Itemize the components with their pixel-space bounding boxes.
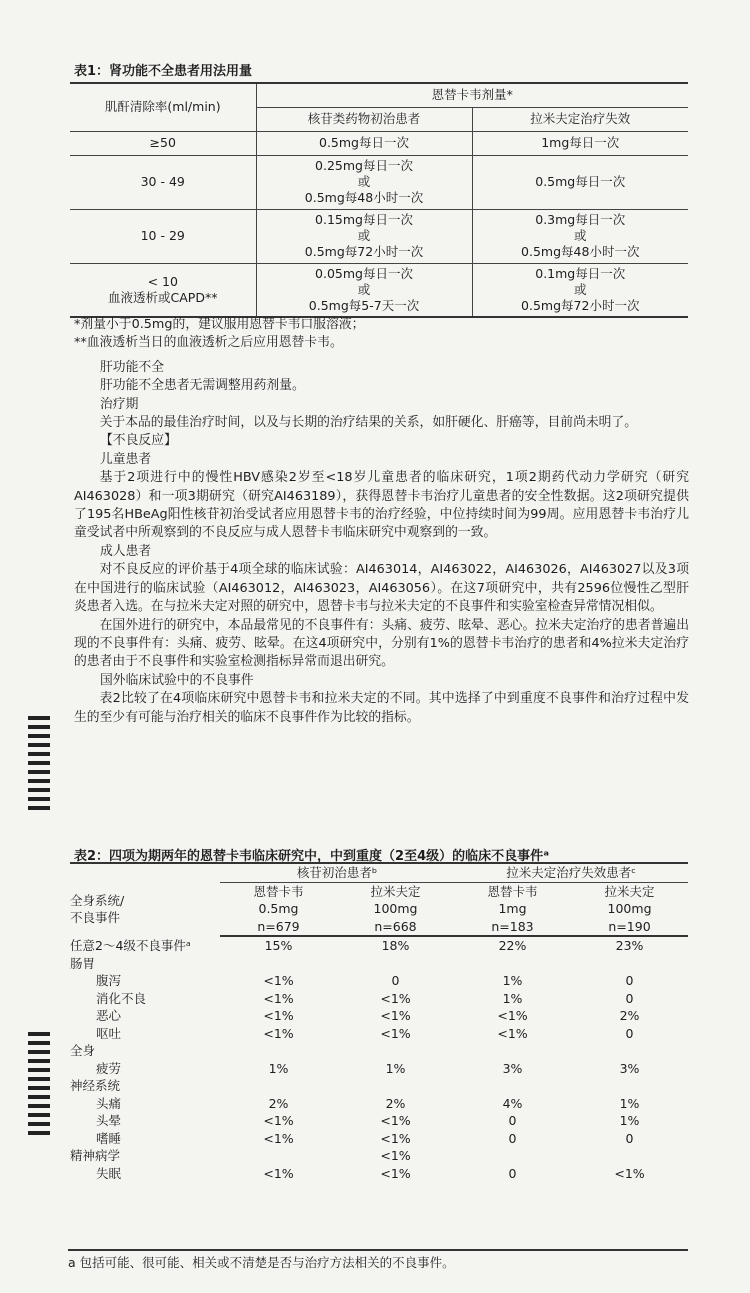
lam-cell: 0.5mg每日一次 xyxy=(472,155,688,209)
event-value xyxy=(337,1077,454,1095)
event-value: <1% xyxy=(380,1165,411,1181)
event-value: <1% xyxy=(263,1130,294,1146)
table-row xyxy=(70,1042,688,1060)
row-header: 全身系统/ 不良事件 xyxy=(70,892,125,925)
event-value: <1% xyxy=(380,1113,411,1128)
foreign-heading: 国外临床试验中的不良事件 xyxy=(100,672,254,688)
event-value: 0 xyxy=(625,990,634,1006)
event-value xyxy=(454,1077,571,1095)
event-value: 1% xyxy=(619,1113,640,1128)
table1-title: 表1：肾功能不全患者用法用量 xyxy=(74,64,253,79)
lam-cell: 1mg每日一次 xyxy=(472,131,688,155)
event-label: 精神病学 xyxy=(70,1148,121,1163)
foreign-text: 表2比较了在4项临床研究中恩替卡韦和拉米夫定的不同。其中选择了中到重度不良事件和治疗过程中发生的至少有可能与治疗相关的临床不良事件作为比较的指标。 xyxy=(74,691,689,725)
naive-cell: 0.25mg每日一次 或 0.5mg每48小时一次 xyxy=(256,155,472,209)
table-row xyxy=(70,1060,688,1078)
event-value: 4% xyxy=(502,1095,523,1111)
event-value: 23% xyxy=(615,938,644,953)
event-value: 2% xyxy=(385,1095,406,1111)
event-value: 0 xyxy=(391,973,400,988)
clcr-cell: 30 - 49 xyxy=(70,155,256,209)
event-value: 1% xyxy=(385,1060,406,1076)
group-lam: 拉米夫定治疗失效患者ᶜ xyxy=(454,863,688,882)
lam-cell: 0.1mg每日一次 或 0.5mg每72小时一次 xyxy=(472,263,688,317)
naive-header: 核苷类药物初治患者 xyxy=(256,107,472,131)
event-value: 1% xyxy=(502,973,523,988)
event-value: 15% xyxy=(264,938,293,953)
event-value: 0 xyxy=(625,973,634,988)
adult-text-2: 在国外进行的研究中，本品最常见的不良事件有：头痛、疲劳、眩晕、恶心。拉米夫定治疗的患者普遍出现的不良事件有：头痛、疲劳、眩晕。在这4项研究中，分别有1%的恩替卡韦治疗的患者和4%拉米夫定治疗的患者由于不良事件和实验室检测指标异常而退出研究。 xyxy=(74,617,689,670)
event-label: 消化不良 xyxy=(96,990,147,1006)
naive-cell: 0.15mg每日一次 或 0.5mg每72小时一次 xyxy=(256,209,472,263)
event-value xyxy=(337,955,454,973)
event-value xyxy=(571,1042,688,1060)
period-heading: 治疗期 xyxy=(100,396,139,412)
col-n: n=190 xyxy=(571,918,688,937)
table-row xyxy=(70,1112,688,1130)
table-row xyxy=(70,131,688,155)
event-label: 失眠 xyxy=(96,1165,122,1181)
event-value xyxy=(454,1042,571,1060)
event-value: <1% xyxy=(380,1025,411,1041)
col-dose: 1mg xyxy=(498,901,527,916)
table2-title: 表2：四项为期两年的恩替卡韦临床研究中，中到重度（2至4级）的临床不良事件ᵃ xyxy=(74,849,550,864)
event-value: 1% xyxy=(502,990,523,1006)
col-dose: 100mg xyxy=(373,901,418,916)
event-label: 头痛 xyxy=(96,1095,122,1111)
table2-footnote: a 包括可能、很可能、相关或不清楚是否与治疗方法相关的不良事件。 xyxy=(68,1249,688,1271)
event-value: 0 xyxy=(625,1025,634,1041)
event-label: 头晕 xyxy=(96,1113,122,1128)
event-value: <1% xyxy=(380,1008,411,1023)
event-label: 神经系统 xyxy=(70,1078,121,1093)
event-value: 0 xyxy=(625,1130,634,1146)
table-row xyxy=(70,209,688,263)
event-value xyxy=(454,955,571,973)
event-value: <1% xyxy=(263,1165,294,1181)
renal-dosing-table xyxy=(70,82,688,318)
event-value: <1% xyxy=(380,1148,411,1163)
event-label: 恶心 xyxy=(96,1008,122,1023)
table1-note: *剂量小于0.5mg的，建议服用恩替卡韦口服溶液； xyxy=(74,317,365,332)
event-label: 任意2～4级不良事件ᵃ xyxy=(70,937,191,953)
event-value: 0 xyxy=(508,1165,517,1181)
col-n: n=183 xyxy=(454,918,571,937)
event-value: <1% xyxy=(263,1008,294,1023)
body-text xyxy=(74,316,689,727)
table-row xyxy=(70,1130,688,1148)
edge-marks xyxy=(28,716,50,815)
adult-heading: 成人患者 xyxy=(100,543,152,559)
table-row xyxy=(70,1025,688,1043)
naive-cell: 0.05mg每日一次 或 0.5mg每5-7天一次 xyxy=(256,263,472,317)
event-value xyxy=(571,1147,688,1165)
table-row xyxy=(70,990,688,1008)
event-label: 疲劳 xyxy=(96,1060,122,1076)
adult-text-1: 对不良反应的评价基于4项全球的临床试验：AI463014，AI463022，AI463026，AI463027以及3项在中国进行的临床试验（AI463012，AI463023，AI463056）。在这7项研究中，共有2596位慢性乙型肝炎患者入选。在与拉米夫定对照的研究中，恩替卡韦与拉米夫定的不良事件和实验室检查异常情况相似。 xyxy=(74,562,689,615)
group-naive: 核苷初治患者ᵇ xyxy=(220,863,454,882)
event-value xyxy=(220,1077,337,1095)
event-value: 0 xyxy=(508,1113,517,1128)
event-value: 0 xyxy=(508,1130,517,1146)
event-label: 嗜睡 xyxy=(96,1130,122,1146)
table-row xyxy=(70,972,688,990)
event-value: 18% xyxy=(381,938,410,953)
child-text: 基于2项进行中的慢性HBV感染2岁至<18岁儿童患者的临床研究，1项2期药代动力学研究（研究AI463028）和一项3期研究（研究AI463189），获得恩替卡韦治疗儿童患者的安全性数据。这2项研究提供了195名HBeAg阳性核苷初治受试者应用恩替卡韦的治疗经验，中位持续时间为99周。应用恩替卡韦治疗儿童受试者中所观察到的不良反应与成人恩替卡韦临床研究中观察到的一致。 xyxy=(74,470,689,541)
event-value: 1% xyxy=(619,1095,640,1111)
event-value: 2% xyxy=(268,1095,289,1111)
table-row xyxy=(70,936,688,955)
event-value xyxy=(220,1042,337,1060)
lam-header: 拉米夫定治疗失效 xyxy=(472,107,688,131)
event-value xyxy=(337,1042,454,1060)
edge-marks xyxy=(28,1032,50,1140)
col-n: n=679 xyxy=(220,918,337,937)
col-dose: 0.5mg xyxy=(258,901,299,916)
event-value: <1% xyxy=(263,1113,294,1128)
table-row xyxy=(70,1165,688,1183)
event-value: 2% xyxy=(619,1008,640,1023)
child-heading: 儿童患者 xyxy=(100,451,152,467)
event-value: <1% xyxy=(497,1008,528,1023)
event-value: <1% xyxy=(380,990,411,1006)
clcr-cell: 10 - 29 xyxy=(70,209,256,263)
adverse-heading: 【不良反应】 xyxy=(100,433,177,449)
table-row xyxy=(70,955,688,973)
event-label: 全身 xyxy=(70,1043,96,1058)
event-label: 腹泻 xyxy=(96,973,122,988)
event-value: 3% xyxy=(502,1060,523,1076)
event-value xyxy=(571,1077,688,1095)
event-value: <1% xyxy=(614,1165,645,1181)
dose-header: 恩替卡韦剂量* xyxy=(256,83,688,107)
lam-cell: 0.3mg每日一次 或 0.5mg每48小时一次 xyxy=(472,209,688,263)
clcr-cell: ≥50 xyxy=(70,131,256,155)
event-value: <1% xyxy=(263,973,294,988)
col-drug: 拉米夫定 xyxy=(604,883,655,899)
event-value: <1% xyxy=(497,1025,528,1041)
col-drug: 恩替卡韦 xyxy=(253,883,304,899)
col-n: n=668 xyxy=(337,918,454,937)
event-value: <1% xyxy=(263,1025,294,1041)
liver-heading: 肝功能不全 xyxy=(100,359,164,375)
event-value: <1% xyxy=(380,1130,411,1146)
event-value: <1% xyxy=(263,990,294,1006)
event-value: 3% xyxy=(619,1060,640,1076)
table1-note: **血液透析当日的血液透析之后应用恩替卡韦。 xyxy=(74,335,343,351)
table-row xyxy=(70,263,688,317)
liver-text: 肝功能不全患者无需调整用药剂量。 xyxy=(100,378,305,394)
col-dose: 100mg xyxy=(607,901,652,916)
col-drug: 恩替卡韦 xyxy=(487,883,538,899)
table-row xyxy=(70,1007,688,1025)
col-drug: 拉米夫定 xyxy=(370,883,421,899)
event-label: 呕吐 xyxy=(96,1025,122,1041)
event-value xyxy=(454,1147,571,1165)
table-row xyxy=(70,155,688,209)
event-value: 1% xyxy=(268,1060,289,1076)
clcr-cell: < 10 血液透析或CAPD** xyxy=(70,263,256,317)
table-row xyxy=(70,1147,688,1165)
table-row xyxy=(70,1095,688,1113)
adverse-events-table xyxy=(70,862,688,1182)
event-value xyxy=(220,955,337,973)
period-text: 关于本品的最佳治疗时间，以及与长期的治疗结果的关系，如肝硬化、肝癌等，目前尚未明了。 xyxy=(99,415,638,431)
naive-cell: 0.5mg每日一次 xyxy=(256,131,472,155)
event-value xyxy=(220,1147,337,1165)
event-value: 22% xyxy=(498,938,527,953)
event-value xyxy=(571,955,688,973)
clcr-header: 肌酐清除率(ml/min) xyxy=(70,83,256,131)
event-label: 肠胃 xyxy=(70,955,96,971)
table-row xyxy=(70,1077,688,1095)
